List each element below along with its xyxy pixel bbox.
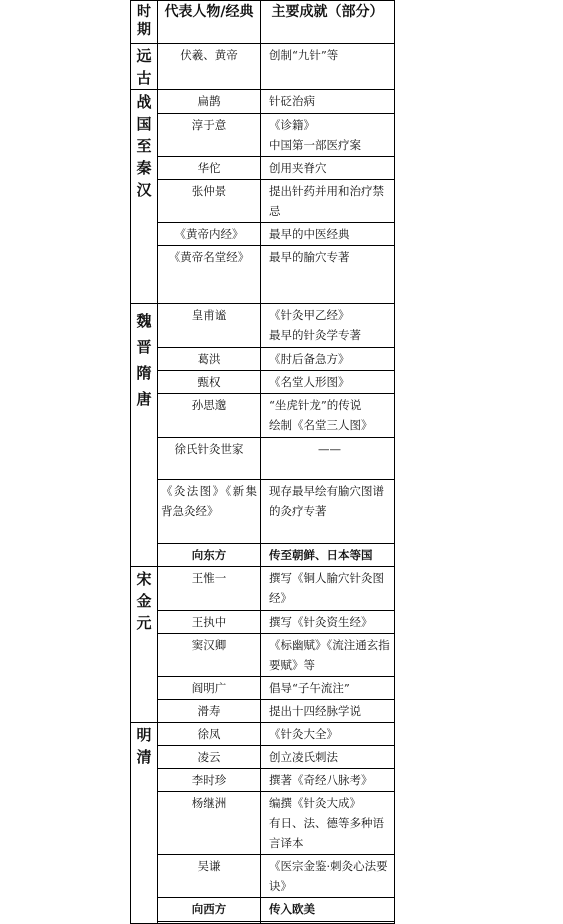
table-row — [131, 438, 395, 480]
figure-cell: 王执中 — [158, 611, 261, 634]
achievement-cell: 最早的中医经典 — [261, 223, 395, 246]
period-cell: 宋金元 — [131, 567, 158, 723]
achievement-cell: 《肘后备急方》 — [261, 348, 395, 371]
spacer-cell — [261, 922, 395, 924]
figure-cell: 葛洪 — [158, 348, 261, 371]
period-cell: 远古 — [131, 44, 158, 90]
table-row — [131, 567, 395, 611]
figure-cell: 皇甫谧 — [158, 304, 261, 348]
table-row — [131, 634, 395, 677]
table-row — [131, 371, 395, 394]
figure-cell: 凌云 — [158, 746, 261, 769]
achievement-cell: 最早的腧穴专著 — [261, 246, 395, 304]
achievement-cell: 创用夹脊穴 — [261, 157, 395, 180]
achievement-cell: 创立凌氏刺法 — [261, 746, 395, 769]
period-cell: 魏晋隋唐 — [131, 304, 158, 567]
table-row — [131, 90, 395, 114]
achievement-cell: “坐虎针龙”的传说 绘制《名堂三人图》 — [261, 394, 395, 438]
header-period: 时期 — [131, 1, 158, 44]
figure-cell: 向西方 — [158, 898, 261, 922]
figure-cell: 华佗 — [158, 157, 261, 180]
empty-dash: —— — [318, 442, 341, 456]
table-row — [131, 544, 395, 567]
table-row — [131, 723, 395, 746]
figure-cell: 《黄帝内经》 — [158, 223, 261, 246]
figure-cell: 甄权 — [158, 371, 261, 394]
figure-cell: 扁鹊 — [158, 90, 261, 114]
figure-cell: 孙思邈 — [158, 394, 261, 438]
table-row — [131, 700, 395, 723]
table-row — [131, 855, 395, 898]
achievement-cell: 《诊籍》 中国第一部医疗案 — [261, 114, 395, 157]
table-bottom-spacer — [131, 922, 395, 924]
achievement-cell: 针砭治病 — [261, 90, 395, 114]
achievement-cell: 《标幽赋》《流注通玄指要赋》等 — [261, 634, 395, 677]
header-row — [131, 1, 395, 44]
figure-cell: 杨继洲 — [158, 792, 261, 855]
achievement-cell: 《名堂人形图》 — [261, 371, 395, 394]
figure-cell: 吴谦 — [158, 855, 261, 898]
figure-cell: 徐凤 — [158, 723, 261, 746]
figure-cell: 伏羲、黄帝 — [158, 44, 261, 90]
figure-cell: 王惟一 — [158, 567, 261, 611]
achievement-cell: 提出针药并用和治疗禁忌 — [261, 180, 395, 223]
figure-cell: 向东方 — [158, 544, 261, 567]
table-row — [131, 44, 395, 90]
achievement-cell: 提出十四经脉学说 — [261, 700, 395, 723]
table-row — [131, 769, 395, 792]
table-row — [131, 792, 395, 855]
header-figure: 代表人物/经典 — [158, 1, 261, 44]
achievement-cell: 《针灸大全》 — [261, 723, 395, 746]
table-row — [131, 348, 395, 371]
table-row — [131, 223, 395, 246]
achievement-cell: 撰写《针灸资生经》 — [261, 611, 395, 634]
table-row — [131, 898, 395, 922]
table-row — [131, 304, 395, 348]
figure-cell: 《灸法图》《新集背急灸经》 — [158, 480, 261, 544]
achievement-cell: 现存最早绘有腧穴图谱的灸疗专著 — [261, 480, 395, 544]
achievement-cell: 《针灸甲乙经》 最早的针灸学专著 — [261, 304, 395, 348]
table-row — [131, 114, 395, 157]
period-cell: 战国至秦汉 — [131, 90, 158, 304]
figure-cell: 徐氏针灸世家 — [158, 438, 261, 480]
figure-cell: 李时珍 — [158, 769, 261, 792]
table-row — [131, 394, 395, 438]
history-table — [130, 0, 395, 924]
figure-cell: 阎明广 — [158, 677, 261, 700]
table-row — [131, 677, 395, 700]
figure-cell: 淳于意 — [158, 114, 261, 157]
achievement-cell: 撰写《铜人腧穴针灸图经》 — [261, 567, 395, 611]
figure-cell: 《黄帝名堂经》 — [158, 246, 261, 304]
figure-cell: 窦汉卿 — [158, 634, 261, 677]
figure-cell: 滑寿 — [158, 700, 261, 723]
table-row — [131, 480, 395, 544]
table-row — [131, 611, 395, 634]
table-row — [131, 746, 395, 769]
achievement-cell: 《医宗金鉴·刺灸心法要诀》 — [261, 855, 395, 898]
achievement-cell: 编撰《针灸大成》 有日、法、德等多种语言译本 — [261, 792, 395, 855]
achievement-cell — [261, 438, 395, 480]
table-row — [131, 246, 395, 304]
table-row — [131, 180, 395, 223]
achievement-cell: 传至朝鲜、日本等国 — [261, 544, 395, 567]
header-achievement: 主要成就（部分） — [261, 1, 395, 44]
achievement-cell: 撰著《奇经八脉考》 — [261, 769, 395, 792]
achievement-cell: 倡导“子午流注” — [261, 677, 395, 700]
period-cell: 明清 — [131, 723, 158, 924]
spacer-cell — [158, 922, 261, 924]
achievement-cell: 传入欧美 — [261, 898, 395, 922]
achievement-cell: 创制“九针”等 — [261, 44, 395, 90]
table-row — [131, 157, 395, 180]
figure-cell: 张仲景 — [158, 180, 261, 223]
